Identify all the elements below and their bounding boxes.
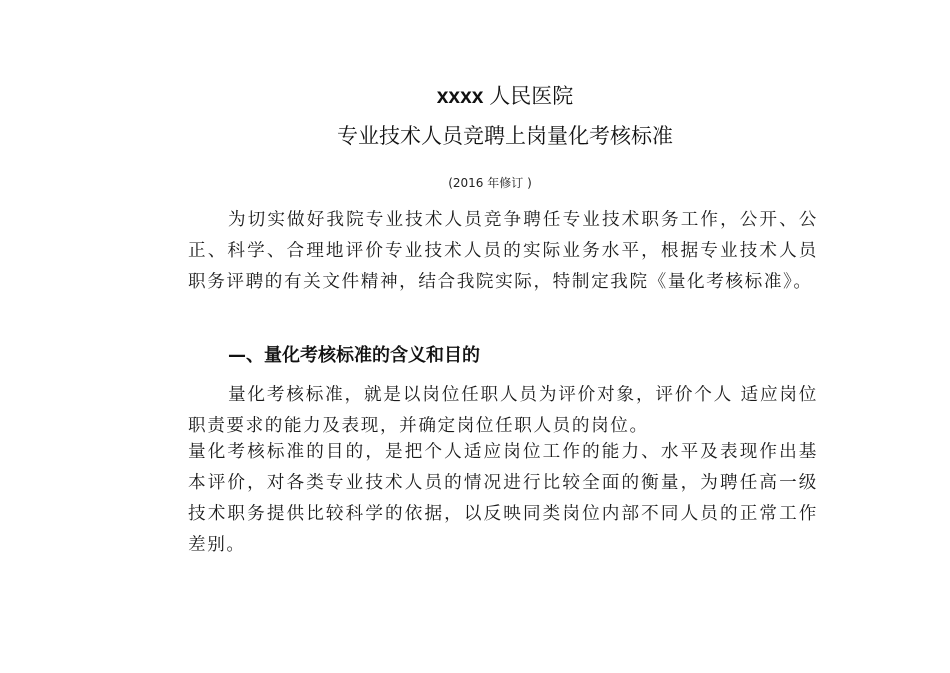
meaning-paragraph: 量化考核标准，就是以岗位任职人员为评价对象，评价个人 适应岗位职责要求的能力及表现，并确定岗位任职人员的岗位。 — [188, 385, 818, 436]
section-heading-text: 、量化考核标准的含义和目的 — [246, 345, 480, 366]
intro-paragraph: 为切实做好我院专业技术人员竞争聘任专业技术职务工作，公开、公正、科学、合理地评价专业技术人员的实际业务水平，根据专业技术人员职务评聘的有关文件精神，结合我院实际，特制定我院《量化考核标准》。 — [188, 210, 818, 292]
title-prefix: xxxx — [436, 85, 484, 108]
purpose-paragraph: 量化考核标准的目的，是把个人适应岗位工作的能力、水平及表现作出基本评价，对各类专业技术人员的情况进行比较全面的衡量，为聘任高一级技术职务提供比较科学的依据，以反映同类岗位内部不同人员的正常工作差别。 — [188, 442, 818, 555]
document-subtitle: 专业技术人员竞聘上岗量化考核标准 — [337, 125, 673, 148]
document-title — [30, 83, 950, 111]
section-number: — — [228, 345, 246, 366]
title-org: 人民医院 — [489, 85, 574, 108]
section-heading — [228, 342, 480, 370]
revision-note: (2016 年修订 ) — [448, 176, 532, 190]
